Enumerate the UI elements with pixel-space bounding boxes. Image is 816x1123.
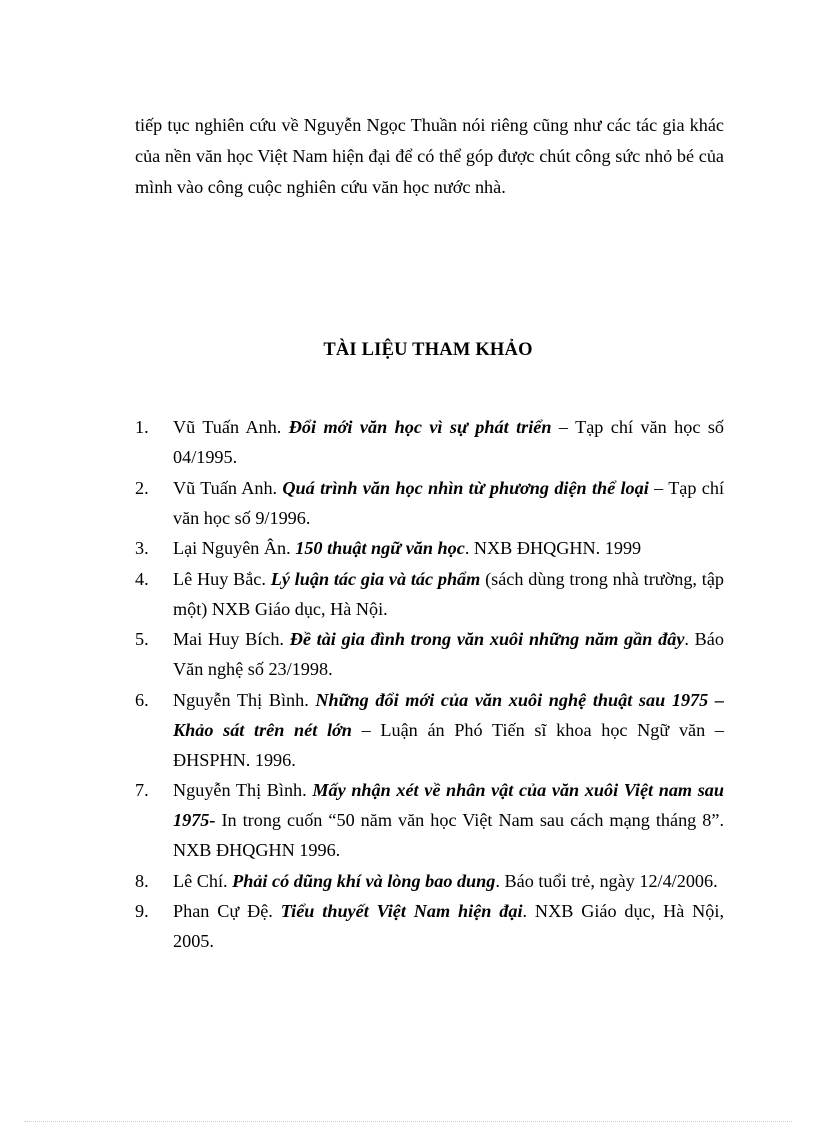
intro-paragraph: tiếp tục nghiên cứu về Nguyễn Ngọc Thuần nói riêng cũng như các tác gia khác của nền văn học Việt Nam hiện đại để có thể góp được chút công sức nhỏ bé của mình vào công cuộc nghiên cứu văn học nước nhà. <box>135 115 724 197</box>
reference-title: Tiểu thuyết Việt Nam hiện đại <box>280 901 523 921</box>
reference-details: . NXB ĐHQGHN. 1999 <box>464 538 642 558</box>
reference-item <box>135 533 724 563</box>
reference-author: Lê Huy Bắc. <box>173 568 271 589</box>
reference-title: Quá trình văn học nhìn từ phương diện thể loại <box>282 477 649 498</box>
reference-title: Đề tài gia đình trong văn xuôi những năm gần đây <box>289 629 685 649</box>
reference-details: . NXB Giáo dục, Hà Nội, 2005. <box>173 901 724 951</box>
reference-author: Vũ Tuấn Anh. <box>173 417 289 437</box>
reference-details: In trong cuốn “50 năm văn học Việt Nam sau cách mạng tháng 8”. NXB ĐHQGHN 1996. <box>173 810 724 860</box>
reference-author: Mai Huy Bích. <box>173 629 290 649</box>
reference-details: . Báo tuổi trẻ, ngày 12/4/2006. <box>495 870 718 891</box>
reference-title: Mấy nhận xét về nhân vật của văn xuôi Việt nam sau 1975- <box>173 780 724 830</box>
reference-item <box>135 685 724 775</box>
reference-details: – Tạp chí văn học số 04/1995. <box>173 417 724 467</box>
reference-number: 5. <box>135 629 149 649</box>
reference-item <box>135 866 724 896</box>
reference-item <box>135 412 724 472</box>
reference-author: Vũ Tuấn Anh. <box>173 477 283 498</box>
reference-number: 4. <box>135 568 149 589</box>
reference-details: (sách dùng trong nhà trường, tập một) NXB Giáo dục, Hà Nội. <box>173 568 724 619</box>
reference-item <box>135 564 724 624</box>
reference-details: – Tạp chí văn học số 9/1996. <box>173 477 724 528</box>
reference-number: 8. <box>135 870 149 891</box>
reference-author: Lê Chí. <box>173 870 233 891</box>
reference-title: Phải có dũng khí và lòng bao dung <box>232 870 496 891</box>
reference-author: Phan Cự Đệ. <box>173 901 281 921</box>
reference-number: 7. <box>135 780 149 800</box>
reference-author: Nguyễn Thị Bình. <box>173 689 316 710</box>
references-heading: TÀI LIỆU THAM KHẢO <box>323 340 533 360</box>
reference-number: 6. <box>135 689 149 710</box>
reference-author: Lại Nguyên Ân. <box>173 538 296 558</box>
reference-title: Những đổi mới của văn xuôi nghệ thuật sau 1975 – Khảo sát trên nét lớn <box>173 689 724 740</box>
reference-title: Đổi mới văn học vì sự phát triển <box>288 417 552 437</box>
reference-number: 2. <box>135 477 149 498</box>
reference-title: 150 thuật ngữ văn học <box>295 538 465 558</box>
reference-author: Nguyễn Thị Bình. <box>173 780 313 800</box>
reference-number: 3. <box>135 538 149 558</box>
reference-item <box>135 896 724 956</box>
page-bottom-divider <box>24 1121 792 1122</box>
reference-number: 1. <box>135 417 149 437</box>
reference-details: – Luận án Phó Tiến sĩ khoa học Ngữ văn – ĐHSPHN. 1996. <box>173 719 724 770</box>
reference-list <box>135 412 724 957</box>
reference-number: 9. <box>135 901 149 921</box>
reference-item <box>135 624 724 684</box>
reference-item <box>135 473 724 533</box>
reference-item <box>135 775 724 865</box>
reference-details: . Báo Văn nghệ số 23/1998. <box>173 629 724 679</box>
reference-title: Lý luận tác gia và tác phẩm <box>270 568 481 589</box>
